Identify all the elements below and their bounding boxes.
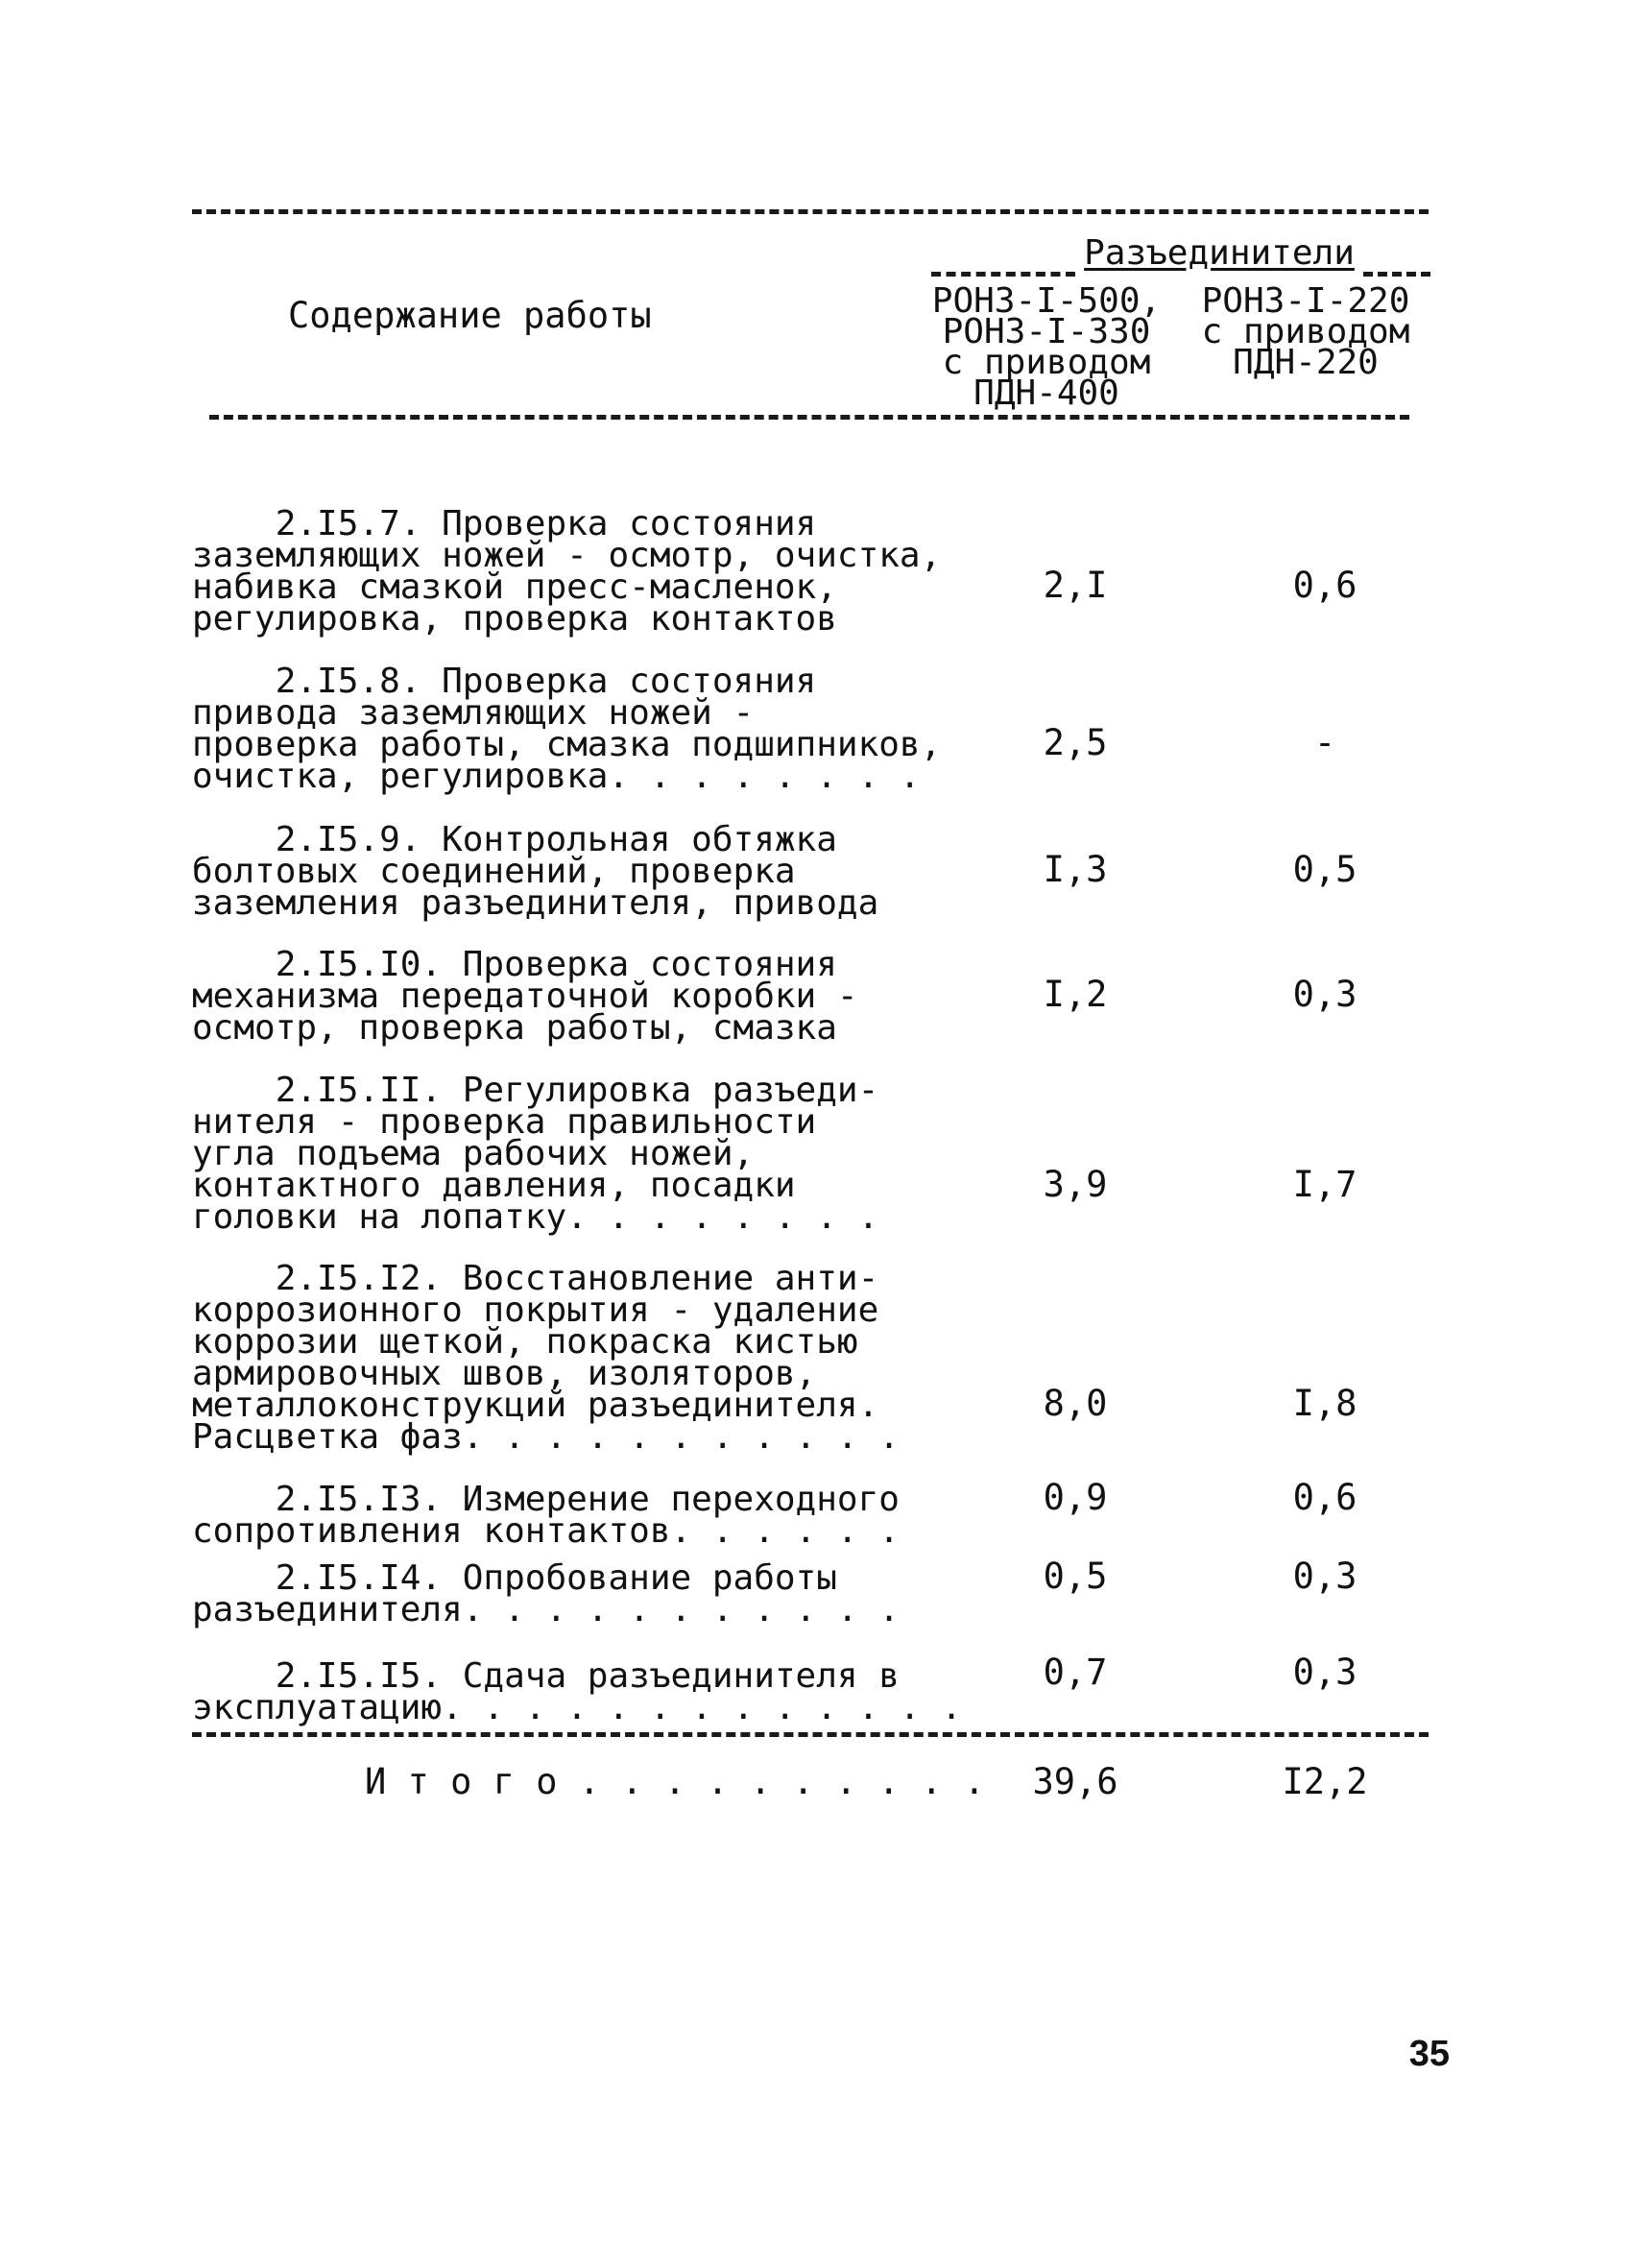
total-label: И т о г о . . . . . . . . . .: [365, 1761, 986, 1802]
row-value-col2: I,8: [1292, 1383, 1358, 1424]
row-line: 2.I5.8. Проверка состояния: [192, 662, 817, 701]
bottom-rule: [192, 1732, 1429, 1737]
row-line: контактного давления, посадки: [192, 1166, 796, 1205]
row-line: Расцветка фаз. . . . . . . . . . .: [192, 1417, 900, 1457]
page-number: 35: [1408, 2034, 1450, 2074]
row-value-col2: 0,3: [1292, 974, 1358, 1015]
row-text: [192, 792, 879, 923]
row-text: [192, 476, 942, 639]
row-line: привода заземляющих ножей -: [192, 693, 755, 733]
row-line: набивка смазкой пресс-масленок,: [192, 567, 837, 607]
row-line: 2.I5.9. Контрольная обтяжка: [192, 820, 837, 859]
row-line: 2.I5.I4. Опробование работы: [192, 1558, 837, 1598]
row-line: регулировка, проверка контактов: [192, 599, 837, 639]
row-value-col2: I,7: [1292, 1164, 1358, 1205]
col1-header: [922, 281, 1171, 413]
row-value-col2: 0,5: [1292, 849, 1358, 890]
row-value-col1: I,2: [1043, 974, 1108, 1015]
row-line: нителя - проверка правильности: [192, 1102, 817, 1142]
row-line: коррозионного покрытия - удаление: [192, 1291, 879, 1330]
row-line: разъединителя. . . . . . . . . . .: [192, 1590, 900, 1629]
row-text: [192, 1043, 879, 1237]
row-line: 2.I5.I5. Сдача разъединителя в: [192, 1656, 900, 1696]
row-value-col1: 2,5: [1043, 722, 1108, 763]
row-line: 2.I5.I3. Измерение переходного: [192, 1480, 900, 1519]
row-line: осмотр, проверка работы, смазка: [192, 1008, 837, 1048]
row-value-col1: 8,0: [1043, 1383, 1108, 1424]
row-line: 2.I5.I2. Восстановление анти-: [192, 1259, 879, 1298]
row-line: металлоконструкций разъединителя.: [192, 1386, 879, 1425]
col1-line: РОНЗ-I-500,: [931, 281, 1162, 321]
row-line: проверка работы, смазка подшипников,: [192, 725, 942, 764]
row-value-col1: 3,9: [1043, 1164, 1108, 1205]
row-text: [192, 634, 942, 796]
row-line: коррозии щеткой, покраска кистью: [192, 1322, 858, 1362]
row-value-col2: 0,3: [1292, 1556, 1358, 1597]
col2-line: РОНЗ-I-220: [1201, 281, 1410, 321]
col2-line: с приводом: [1201, 312, 1410, 351]
header-rule: [209, 415, 1409, 420]
row-value-col2: 0,6: [1292, 565, 1358, 606]
row-value-col1: 0,9: [1043, 1477, 1108, 1518]
row-value-col1: 0,5: [1043, 1556, 1108, 1597]
row-line: 2.I5.I0. Проверка состояния: [192, 945, 837, 984]
row-value-col2: 0,3: [1292, 1652, 1358, 1693]
group-title: Разъединители: [1084, 233, 1355, 273]
row-line: 2.I5.II. Регулировка разъеди-: [192, 1071, 879, 1110]
row-text: [192, 1531, 900, 1629]
row-line: 2.I5.7. Проверка состояния: [192, 504, 817, 543]
col2-header: [1190, 281, 1421, 382]
row-value-col1: I,3: [1043, 849, 1108, 890]
row-line: угла подъема рабочих ножей,: [192, 1134, 755, 1173]
row-line: заземления разъединителя, привода: [192, 883, 879, 923]
row-value-col2: 0,6: [1292, 1477, 1358, 1518]
row-line: эксплуатацию. . . . . . . . . . . . .: [192, 1688, 962, 1727]
total-value-col1: 39,6: [1032, 1761, 1118, 1802]
row-line: болтовых соединений, проверка: [192, 852, 796, 891]
col2-line: ПДН-220: [1233, 343, 1379, 382]
row-line: армировочных швов, изоляторов,: [192, 1354, 817, 1393]
group-dash-right: [1363, 272, 1430, 277]
row-text: [192, 917, 858, 1048]
top-rule: [192, 209, 1429, 214]
col1-line: РОНЗ-I-330: [942, 312, 1151, 351]
row-line: головки на лопатку. . . . . . . .: [192, 1197, 879, 1237]
row-value-col2: -: [1313, 722, 1336, 763]
row-line: заземляющих ножей - осмотр, очистка,: [192, 536, 942, 575]
row-text: [192, 1629, 962, 1727]
col1-line: ПДН-400: [973, 374, 1119, 413]
row-text: [192, 1231, 900, 1457]
row-line: механизма передаточной коробки -: [192, 977, 858, 1016]
row-line: сопротивления контактов. . . . . .: [192, 1511, 900, 1551]
row-value-col1: 0,7: [1043, 1652, 1108, 1693]
row-line: очистка, регулировка. . . . . . . .: [192, 757, 921, 796]
col1-line: с приводом: [942, 343, 1151, 382]
group-dash-left: [931, 272, 1075, 277]
row-value-col1: 2,I: [1043, 565, 1108, 606]
work-column-header: Содержание работы: [288, 295, 652, 336]
total-value-col2: I2,2: [1282, 1761, 1368, 1802]
